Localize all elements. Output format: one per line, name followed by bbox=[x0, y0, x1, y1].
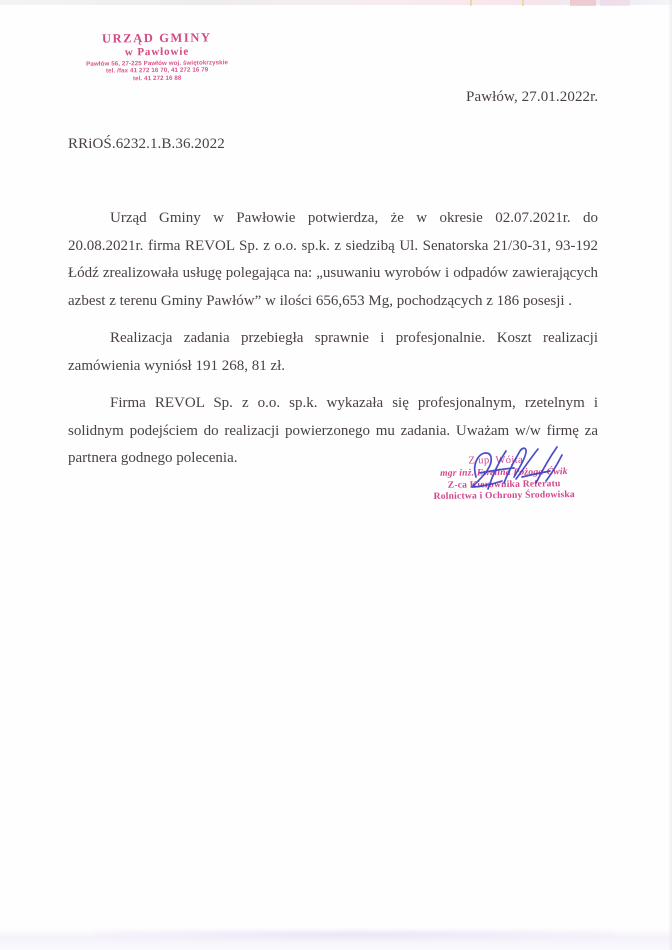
body-paragraph-2: Realizacja zadania przebiegła sprawnie i profesjonalnie. Koszt realizacji zamówienia wyniósł 191 268, 81 zł. bbox=[68, 330, 598, 374]
scan-color-tick bbox=[470, 0, 472, 6]
scan-bottom-edge-artifact bbox=[0, 928, 672, 950]
stamp-phone-fax: tel. /fax 41 272 16 70, 41 272 16 79 bbox=[105, 66, 209, 75]
body-paragraph-1: Urząd Gminy w Pawłowie potwierdza, że w okresie 02.07.2021r. do 20.08.2021r. firma REVOL Sp. z o.o. sp.k. z siedzibą Ul. Senatorska 21/30-31, 93-192 Łódź zrealizowała usługę polegająca na: „usuwaniu wyrobów i odpadów zawierających azbest z terenu Gminy Pawłów” w ilości 656,653 Mg, pochodzących z 186 posesji . bbox=[68, 210, 598, 309]
body-paragraph-3: Firma REVOL Sp. z o.o. sp.k. wykazała się profesjonalnym, rzetelnym i solidnym podejściem do realizacji powierzonego mu zadania. Uważam w/w firmę za partnera godnego polecenia. bbox=[68, 395, 598, 466]
signatory-name: mgr inż. Ewelina Pożoga-Ćwik bbox=[440, 466, 568, 479]
scan-color-tick bbox=[570, 0, 596, 6]
stamp-phone: tel. 41 272 16 88 bbox=[132, 74, 182, 83]
stamp-subtitle: w Pawłowie bbox=[124, 45, 190, 59]
scan-color-tick bbox=[522, 0, 524, 6]
scan-color-tick bbox=[600, 0, 630, 6]
letter-body bbox=[68, 205, 598, 473]
signature-block bbox=[404, 454, 605, 503]
signatory-role-line1: Z-ca Kierownika Referatu bbox=[447, 477, 561, 491]
stamp-address: Pawłów 56, 27-225 Pawłów woj. świętokrzyskie bbox=[86, 59, 229, 68]
place-and-date: Pawłów, 27.01.2022r. bbox=[466, 89, 599, 105]
signature-by-proxy: Z up. Wójta bbox=[468, 454, 524, 467]
stamp-title: URZĄD GMINY bbox=[101, 30, 212, 46]
signatory-role-line2: Rolnictwa i Ochrony Środowiska bbox=[433, 489, 575, 502]
reference-number: RRiOŚ.6232.1.B.36.2022 bbox=[68, 136, 225, 152]
office-stamp bbox=[72, 31, 243, 83]
scan-right-edge-artifact bbox=[668, 0, 672, 950]
